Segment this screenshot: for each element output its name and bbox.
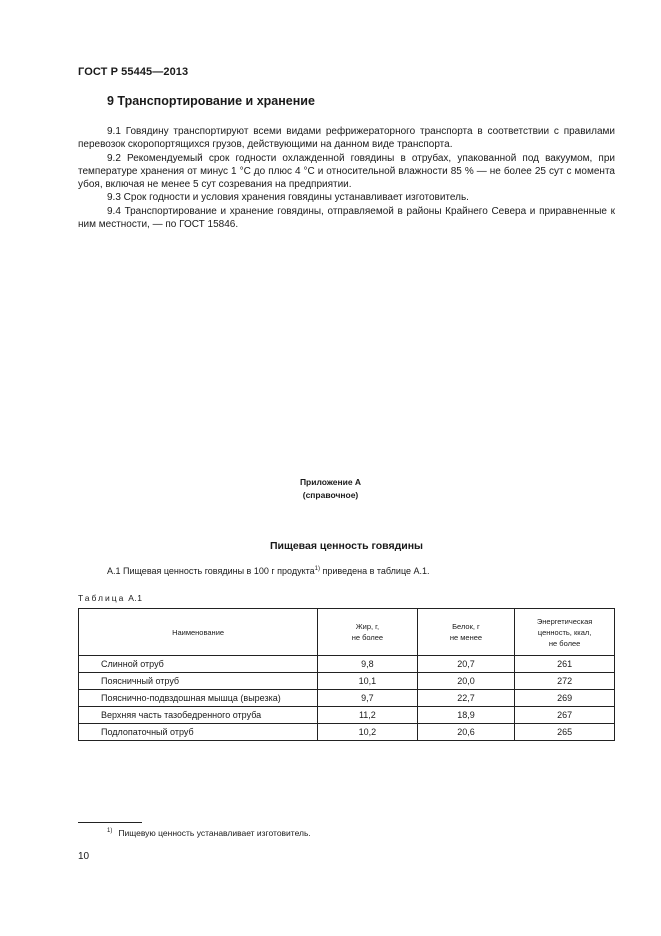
standard-header: ГОСТ Р 55445—2013 [78, 66, 189, 78]
annex-intro [107, 566, 430, 576]
cell-name: Поясничный отруб [79, 673, 318, 690]
table-row [79, 690, 615, 707]
header-name: Наименование [79, 609, 318, 656]
page-number: 10 [78, 851, 90, 862]
table-header-row [79, 609, 615, 656]
footnote-ref: 1) [314, 566, 320, 572]
paragraph-9-2: 9.2 Рекомендуемый срок годности охлажденной говядины в отрубах, упакованной под вакуумом, при температуре хранения от минус 1 °С до плюс 4 °С и относительной влажности 85 % — не более 25 сут с момента убоя, включая не менее 5 сут созревания на предприятии. [78, 152, 615, 191]
cell-fat: 9,7 [318, 690, 418, 707]
table-row [79, 707, 615, 724]
table-caption-word: Таблица [78, 593, 126, 603]
table-caption-number: А.1 [125, 593, 143, 603]
paragraph-9-1: 9.1 Говядину транспортируют всеми видами рефрижераторного транспорта в соответствии с правилами перевозок скоропортящихся грузов, действующими на данном виде транспорта. [78, 126, 615, 151]
cell-fat: 11,2 [318, 707, 418, 724]
annex-heading: Пищевая ценность говядины [269, 540, 424, 552]
cell-energy: 261 [515, 656, 615, 673]
cell-protein: 22,7 [417, 690, 515, 707]
cell-protein: 20,0 [417, 673, 515, 690]
cell-protein: 18,9 [417, 707, 515, 724]
cell-energy: 272 [515, 673, 615, 690]
footnote [107, 828, 311, 838]
footnote-text: Пищевую ценность устанавливает изготовитель. [118, 828, 311, 838]
section-title: 9 Транспортирование и хранение [107, 94, 315, 108]
cell-name: Пояснично-подвздошная мышца (вырезка) [79, 690, 318, 707]
cell-fat: 10,1 [318, 673, 418, 690]
header-protein: Белок, г не менее [417, 609, 515, 656]
intro-text: А.1 Пищевая ценность говядины в 100 г продукта [107, 566, 315, 576]
footnote-marker: 1) [107, 828, 113, 834]
cell-fat: 10,2 [318, 724, 418, 741]
nutrition-table [78, 608, 615, 741]
header-fat: Жир, г, не более [318, 609, 418, 656]
cell-energy: 265 [515, 724, 615, 741]
annex-title: Приложение А [299, 477, 362, 487]
cell-energy: 269 [515, 690, 615, 707]
paragraph-9-3: 9.3 Срок годности и условия хранения говядины устанавливает изготовитель. [107, 192, 469, 204]
table-row [79, 673, 615, 690]
cell-name: Слинной отруб [79, 656, 318, 673]
footnote-divider [78, 822, 142, 823]
cell-energy: 267 [515, 707, 615, 724]
cell-fat: 9,8 [318, 656, 418, 673]
cell-protein: 20,7 [417, 656, 515, 673]
paragraph-9-4: 9.4 Транспортирование и хранение говядины, отправляемой в районы Крайнего Севера и приравненные к ним местности, — по ГОСТ 15846. [78, 205, 615, 231]
table-caption [78, 593, 142, 603]
table-row [79, 656, 615, 673]
intro-text-end: приведена в таблице А.1. [319, 566, 430, 576]
table-row [79, 724, 615, 741]
header-energy: Энергетическая ценность, ккал, не более [515, 609, 615, 656]
cell-name: Верхняя часть тазобедренного отруба [79, 707, 318, 724]
cell-name: Подлопаточный отруб [79, 724, 318, 741]
cell-protein: 20,6 [417, 724, 515, 741]
annex-subtitle: (справочное) [302, 490, 359, 500]
section-body [78, 125, 615, 231]
